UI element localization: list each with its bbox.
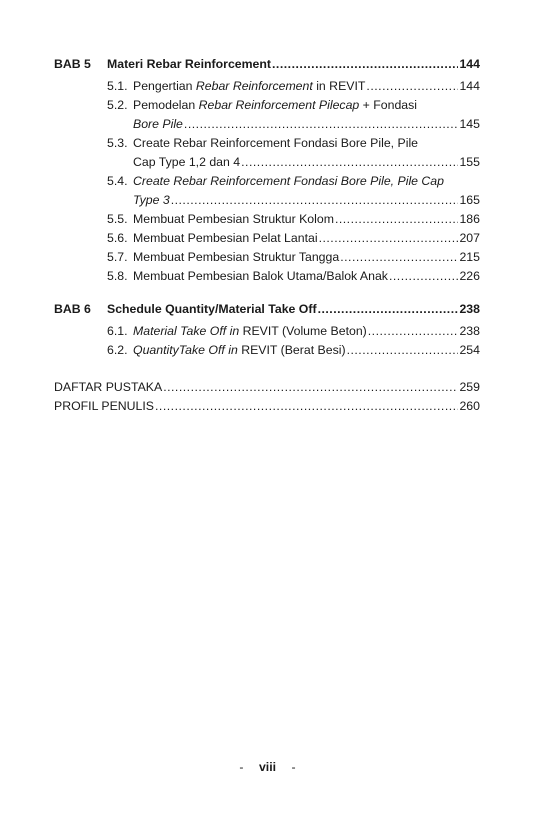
item-title: Material Take Off in REVIT (Volume Beton) — [133, 324, 367, 338]
leader-dots — [155, 399, 458, 413]
leader-dots — [184, 117, 459, 131]
item-title: PROFIL PENULIS — [54, 399, 154, 413]
toc-item-5-7[interactable] — [0, 250, 535, 268]
item-number: 5.3. — [107, 136, 128, 150]
item-number: 5.2. — [107, 98, 128, 112]
toc-item-5-4-cont[interactable] — [0, 193, 535, 211]
page-number: 215 — [459, 250, 480, 264]
page-number: 260 — [459, 399, 480, 413]
toc-item-5-5[interactable] — [0, 212, 535, 230]
page-number: 144 — [459, 79, 480, 93]
page-number: 238 — [459, 324, 480, 338]
leader-dots — [347, 343, 459, 357]
item-number: 6.1. — [107, 324, 128, 338]
page-number: 238 — [459, 302, 480, 316]
leader-dots — [318, 302, 459, 316]
item-title: Pengertian Rebar Reinforcement in REVIT — [133, 79, 366, 93]
chapter-number: BAB 6 — [54, 302, 91, 316]
item-title-line2: Bore Pile — [133, 117, 183, 131]
item-title: Membuat Pembesian Struktur Tangga — [133, 250, 340, 264]
footer-dash-right: - — [291, 760, 296, 774]
item-title-line2: Type 3 — [133, 193, 170, 207]
toc-chapter-5[interactable] — [0, 57, 535, 75]
page-number: 144 — [459, 57, 480, 71]
item-number: 5.6. — [107, 231, 128, 245]
item-title: DAFTAR PUSTAKA — [54, 380, 163, 394]
item-title-line1: Create Rebar Reinforcement Fondasi Bore Pile, Pile Cap — [133, 174, 444, 188]
page-number: 186 — [459, 212, 480, 226]
item-title-line1: Pemodelan Rebar Reinforcement Pilecap + Fondasi — [133, 98, 418, 112]
leader-dots — [171, 193, 459, 207]
toc-item-5-3[interactable] — [0, 136, 535, 154]
leader-dots — [241, 155, 458, 169]
item-title: QuantityTake Off in REVIT (Berat Besi) — [133, 343, 346, 357]
chapter-number: BAB 5 — [54, 57, 91, 71]
toc-profil-penulis[interactable] — [0, 399, 535, 417]
item-number: 6.2. — [107, 343, 128, 357]
leader-dots — [272, 57, 458, 71]
leader-dots — [319, 231, 459, 245]
toc-item-6-1[interactable] — [0, 324, 535, 342]
toc-item-5-6[interactable] — [0, 231, 535, 249]
leader-dots — [366, 79, 458, 93]
item-title: Membuat Pembesian Pelat Lantai — [133, 231, 318, 245]
page-number: 226 — [459, 269, 480, 283]
toc-item-5-2-cont[interactable] — [0, 117, 535, 135]
chapter-title: Schedule Quantity/Material Take Off — [107, 302, 317, 316]
toc-item-5-4[interactable] — [0, 174, 535, 192]
toc-item-5-2[interactable] — [0, 98, 535, 116]
item-number: 5.5. — [107, 212, 128, 226]
leader-dots — [335, 212, 459, 226]
item-number: 5.4. — [107, 174, 128, 188]
item-number: 5.1. — [107, 79, 128, 93]
item-title-line2: Cap Type 1,2 dan 4 — [133, 155, 241, 169]
footer-dash-left: - — [239, 760, 244, 774]
leader-dots — [368, 324, 459, 338]
item-number: 5.7. — [107, 250, 128, 264]
chapter-title: Materi Rebar Reinforcement — [107, 57, 272, 71]
toc-item-5-1[interactable] — [0, 79, 535, 97]
page-number: 259 — [459, 380, 480, 394]
toc-chapter-6[interactable] — [0, 302, 535, 320]
page-footer — [0, 760, 535, 774]
leader-dots — [389, 269, 459, 283]
toc-daftar-pustaka[interactable] — [0, 380, 535, 398]
item-title-line1: Create Rebar Reinforcement Fondasi Bore Pile, Pile — [133, 136, 419, 150]
leader-dots — [163, 380, 458, 394]
page-folio: viii — [258, 760, 277, 774]
page-number: 145 — [459, 117, 480, 131]
toc-item-5-8[interactable] — [0, 269, 535, 287]
item-title: Membuat Pembesian Struktur Kolom — [133, 212, 334, 226]
item-number: 5.8. — [107, 269, 128, 283]
leader-dots — [340, 250, 458, 264]
toc-item-5-3-cont[interactable] — [0, 155, 535, 173]
page-number: 165 — [459, 193, 480, 207]
item-title: Membuat Pembesian Balok Utama/Balok Anak — [133, 269, 388, 283]
page-number: 254 — [459, 343, 480, 357]
toc-item-6-2[interactable] — [0, 343, 535, 361]
page-number: 155 — [459, 155, 480, 169]
page-number: 207 — [459, 231, 480, 245]
